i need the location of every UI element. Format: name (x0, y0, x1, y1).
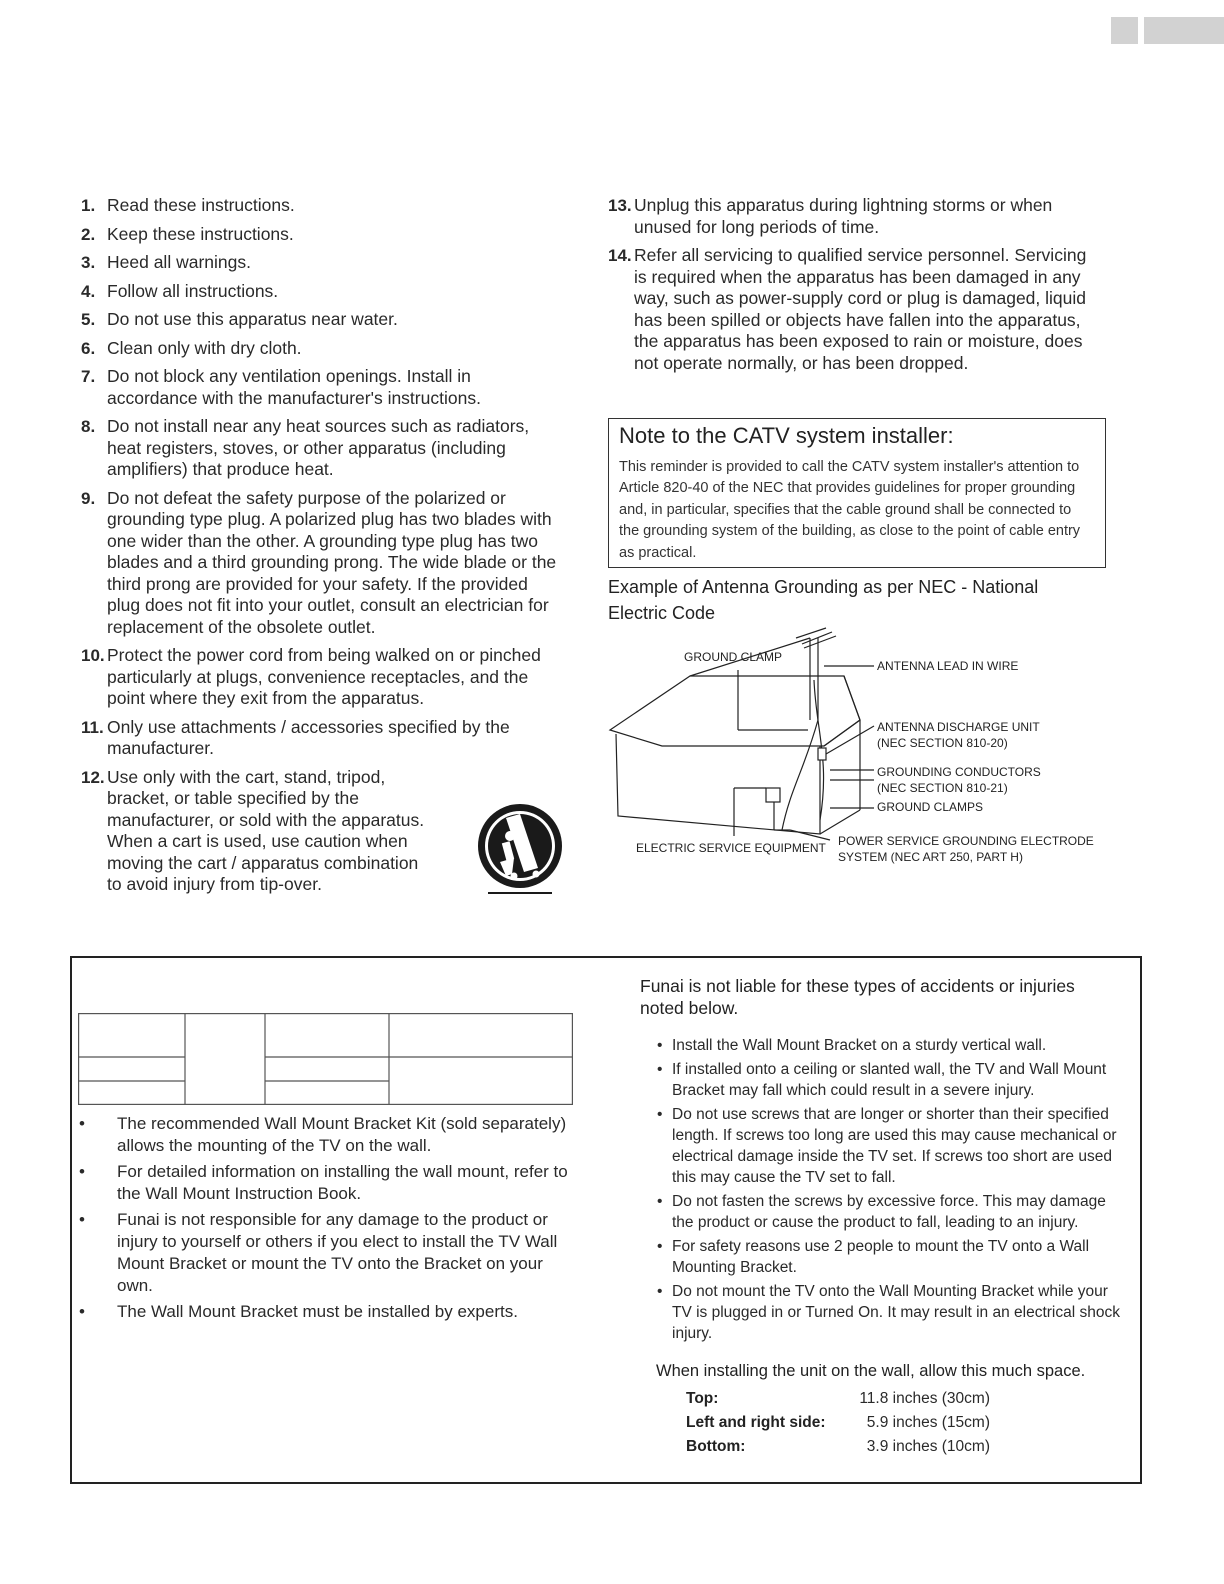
instruction-item: 4. Follow all instructions. (81, 280, 279, 301)
list-item: • Do not use screws that are longer or shorter than their specified length. If screws too long are used this may cause mechanical or electrical damage inside the TV set. If screws too short are used this may cause the TV set to fall. (657, 1106, 1117, 1186)
safety-instructions-left (81, 195, 561, 903)
instruction-item: 9. Do not defeat the safety purpose of the polarized or grounding type plug. A polarized plug has two blades with one wider than the other. A grounding type plug has two blades and a third grounding prong. The wide blade or the third prong are provided for your safety. If the provided plug does not fit into your outlet, consult an electrician for replacement of the obsolete outlet. (81, 487, 557, 637)
list-item: • Do not mount the TV onto the Wall Mounting Bracket while your TV is plugged in or Turned On. It may result in an electrical shock injury. (657, 1283, 1120, 1342)
wall-mount-spec-table (78, 1013, 573, 1105)
instruction-item: 1. Read these instructions. (81, 195, 295, 215)
list-item: • Install the Wall Mount Bracket on a sturdy vertical wall. (657, 1037, 1047, 1054)
label-discharge-unit: ANTENNA DISCHARGE UNIT (877, 720, 1040, 734)
instruction-item: 2. Keep these instructions. (81, 223, 294, 244)
label-ground-clamp: GROUND CLAMP (684, 650, 783, 664)
list-item: • Do not fasten the screws by excessive force. This may damage the product or cause the product to fall, leading to an injury. (657, 1193, 1106, 1231)
catv-note-body: This reminder is provided to call the CATV system installer's attention to Article 820-40 of the NEC that provides guidelines for proper grounding and, in particular, specifies that the cable ground shall be connected to the grounding system of the building, as close to the point of cable entry as practical. (619, 459, 1081, 561)
list-item: • If installed onto a ceiling or slanted wall, the TV and Wall Mount Bracket may fall which could result in a severe injury. (657, 1061, 1107, 1099)
label-conductors: GROUNDING CONDUCTORS (877, 765, 1041, 779)
instruction-item: 6. Clean only with dry cloth. (81, 337, 302, 358)
catv-note-title: Note to the CATV system installer: (619, 423, 954, 448)
instruction-item: 10. Protect the power cord from being walked on or pinched particularly at plugs, convenience receptacles, and the point where they exit from the apparatus. (81, 645, 541, 708)
list-item: • The recommended Wall Mount Bracket Kit (sold separately) allows the mounting of the TV on the wall. (79, 1114, 567, 1155)
instruction-item: 11. Only use attachments / accessories specified by the manufacturer. (81, 716, 510, 758)
antenna-example-title: Example of Antenna Grounding as per NEC - National Electric Code (608, 577, 1039, 623)
antenna-grounding-diagram (604, 620, 1104, 880)
safety-instructions-right (608, 195, 1088, 381)
instruction-item: 5. Do not use this apparatus near water. (81, 309, 398, 329)
instruction-item: 3. Heed all warnings. (81, 252, 251, 272)
space-row: Left and right side: 5.9 inches (15cm) (686, 1414, 990, 1431)
list-item: • Funai is not responsible for any damage to the product or injury to yourself or others if you elect to install the TV Wall Mount Bracket or mount the TV onto the Bracket on your own. (79, 1210, 558, 1295)
label-electrode-system: SYSTEM (NEC ART 250, PART H) (838, 850, 1023, 864)
label-discharge-section: (NEC SECTION 810-20) (877, 736, 1008, 750)
label-service-equipment: ELECTRIC SERVICE EQUIPMENT (636, 841, 826, 855)
list-item: • For detailed information on installing the wall mount, refer to the Wall Mount Instruction Book. (79, 1162, 568, 1203)
space-title: When installing the unit on the wall, allow this much space. (656, 1362, 1086, 1380)
space-row: Top: 11.8 inches (30cm) (686, 1390, 990, 1407)
instruction-item: 12. Use only with the cart, stand, tripod, bracket, or table specified by the manufacturer, or sold with the apparatus. When a cart is used, use caution when moving the cart / apparatus combination to avoid injury from tip-over. (81, 766, 425, 894)
cart-tipover-warning-icon (466, 800, 574, 900)
catv-note-box (608, 418, 1106, 568)
instruction-item: 13. Unplug this apparatus during lightning storms or when unused for long periods of time. (608, 195, 1053, 237)
list-item: • For safety reasons use 2 people to mount the TV onto a Wall Mounting Bracket. (657, 1238, 1090, 1276)
header-tab-small (1111, 17, 1138, 44)
space-row: Bottom: 3.9 inches (10cm) (686, 1438, 990, 1455)
instruction-item: 14. Refer all servicing to qualified service personnel. Servicing is required when the apparatus has been damaged in any way, such as power-supply cord or plug is damaged, liquid has been spilled or objects have fallen into the apparatus, the apparatus has been exposed to rain or moisture, does not operate normally, or has been dropped. (608, 245, 1087, 373)
label-electrode: POWER SERVICE GROUNDING ELECTRODE (838, 834, 1094, 848)
label-conductors-section: (NEC SECTION 810-21) (877, 781, 1008, 795)
instruction-item: 7. Do not block any ventilation openings. Install in accordance with the manufacturer's instructions. (81, 366, 481, 408)
label-lead-in: ANTENNA LEAD IN WIRE (877, 659, 1019, 673)
wall-mount-notes (78, 1113, 568, 1327)
liability-title: Funai is not liable for these types of accidents or injuries noted below. (640, 976, 1075, 1018)
space-requirements (686, 1387, 1006, 1459)
label-ground-clamps: GROUND CLAMPS (877, 800, 984, 814)
list-item: • The Wall Mount Bracket must be installed by experts. (79, 1302, 518, 1321)
header-tab-large (1144, 17, 1224, 44)
liability-list (656, 1035, 1126, 1347)
instruction-item: 8. Do not install near any heat sources such as radiators, heat registers, stoves, or other apparatus (including amplifiers) that produce heat. (81, 416, 530, 479)
